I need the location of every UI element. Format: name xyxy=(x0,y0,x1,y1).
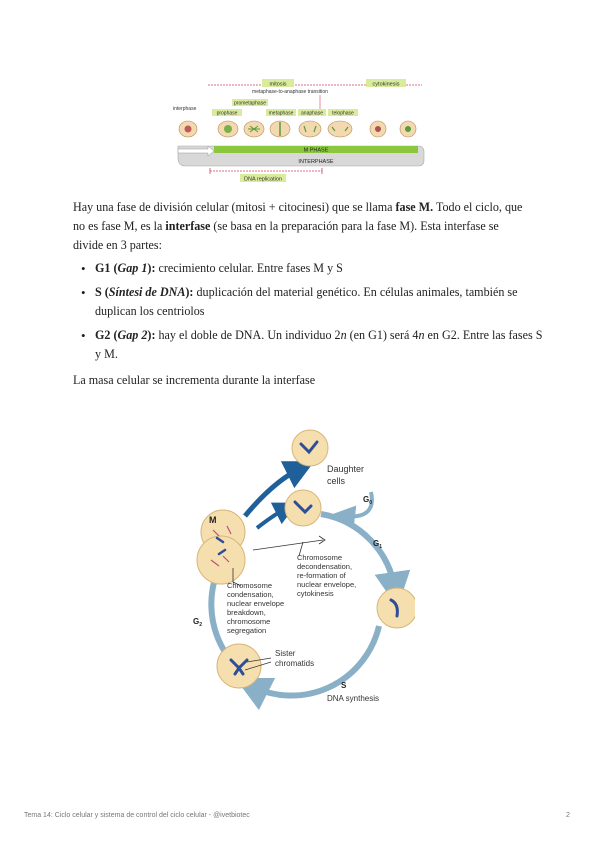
telophase-cell xyxy=(328,121,352,137)
dna-replication-label: DNA replication xyxy=(244,176,282,183)
cond-line: segregation xyxy=(227,626,267,635)
g1-description: crecimiento celular. Entre fases M y S xyxy=(155,261,343,275)
list-item xyxy=(95,259,550,278)
list-item xyxy=(95,326,550,364)
condensation-text xyxy=(227,581,284,635)
cond-line: chromosome xyxy=(227,617,271,626)
g2-n-italic-1: n xyxy=(340,328,347,342)
cond-line: breakdown, xyxy=(227,608,266,617)
intro-text-3: (se basa en la preparación para la fase M). Esta interfase se divide en 3 partes: xyxy=(73,219,499,252)
intro-text-2: Todo el ciclo, que no es fase M, es la xyxy=(73,200,523,233)
cell-cycle-phases-figure xyxy=(170,76,426,188)
g2-description-a: hay el doble de DNA. Un individuo 2 xyxy=(155,328,341,342)
list-item xyxy=(95,283,550,321)
cell-cycle-circle-figure xyxy=(183,410,415,710)
dna-synthesis-label: DNA synthesis xyxy=(327,694,380,703)
s-term-italic: Síntesi de DNA xyxy=(108,285,186,299)
intro-text-1: Hay una fase de división celular (mitosi + citocinesi) que se llama xyxy=(73,200,396,214)
decondensation-arrow xyxy=(253,540,323,550)
footer-title: Tema 14: Ciclo celular y sistema de control del ciclo celular - @ivetbiotec xyxy=(24,812,250,819)
g2-letter: G xyxy=(193,617,200,626)
interphase-nucleus xyxy=(185,126,192,133)
decond-line: decondensation, xyxy=(297,562,353,571)
daughter-nucleus-right xyxy=(405,126,411,132)
cell-images-row xyxy=(179,121,416,137)
daughter-label-2: cells xyxy=(327,476,346,486)
daughter-label-1: Daughter xyxy=(327,464,365,474)
s-arc-arrow xyxy=(251,626,379,696)
s-term-close: ): xyxy=(185,285,194,299)
anaphase-cell xyxy=(299,121,321,137)
m-to-daughter-arrow-2 xyxy=(257,508,287,528)
s-term: S ( xyxy=(95,285,109,299)
mitosis-label: mitosis xyxy=(269,81,287,88)
g0-letter: G xyxy=(363,495,370,504)
intro-bold-fase-m: fase M. xyxy=(395,200,434,214)
g2-term-close: ): xyxy=(147,328,156,342)
cytokinesis-label: cytokinesis xyxy=(372,81,400,88)
interphase-small-label: interphase xyxy=(173,106,197,112)
sister-label-2: chromatids xyxy=(275,659,315,668)
m-phase-label: M PHASE xyxy=(303,147,329,154)
cond-line: Chromosome xyxy=(227,581,273,590)
g2-label xyxy=(193,617,202,628)
g1-subscript: 1 xyxy=(379,544,383,550)
decond-line: re-formation of xyxy=(297,571,346,580)
page-number: 2 xyxy=(566,812,570,819)
interphase-label: INTERPHASE xyxy=(298,159,334,165)
g2-term-italic: Gap 2 xyxy=(117,328,148,342)
g2-description-c: en G2. Entre las fases S y M. xyxy=(95,328,543,361)
conclusion-paragraph: La masa celular se incrementa durante la interfase xyxy=(73,373,316,387)
anaphase-label: anaphase xyxy=(301,110,323,117)
g2-subscript: 2 xyxy=(199,622,203,628)
g1-letter: G xyxy=(373,539,380,548)
g2-description-b: (en G1) será 4 xyxy=(346,328,419,342)
interphase-parts-list xyxy=(73,259,550,369)
transition-label: metaphase-to-anaphase transition xyxy=(252,89,328,95)
telophase-label: telophase xyxy=(332,110,354,117)
g2-term: G2 ( xyxy=(95,328,118,342)
intro-paragraph xyxy=(73,198,528,255)
daughter-cell-top xyxy=(292,430,328,466)
g1-term-italic: Gap 1 xyxy=(117,261,148,275)
decond-line: cytokinesis xyxy=(297,589,334,598)
cond-line: nuclear envelope xyxy=(227,599,285,608)
prometaphase-label: prometaphase xyxy=(234,100,266,107)
decond-line: nuclear envelope, xyxy=(297,580,357,589)
g1-term: G1 ( xyxy=(95,261,118,275)
g0-subscript: 0 xyxy=(369,500,373,506)
daughter-nucleus-left xyxy=(375,126,381,132)
g2-n-italic-2: n xyxy=(418,328,425,342)
cond-line: condensation, xyxy=(227,590,274,599)
s-label: S xyxy=(341,681,347,690)
g1-term-close: ): xyxy=(147,261,156,275)
prophase-label: prophase xyxy=(216,110,238,117)
m-label: M xyxy=(209,515,217,525)
s-description: duplicación del material genético. En células animales, también se duplican los centriolos xyxy=(95,285,518,318)
decondensation-text xyxy=(297,553,356,598)
sister-label-1: Sister xyxy=(275,649,296,658)
decond-line: Chromosome xyxy=(297,553,343,562)
intro-bold-interfase: interfase xyxy=(165,219,211,233)
m-cell-lower xyxy=(197,536,245,584)
metaphase-label: metaphase xyxy=(268,110,294,117)
prophase-nucleus xyxy=(224,125,232,133)
